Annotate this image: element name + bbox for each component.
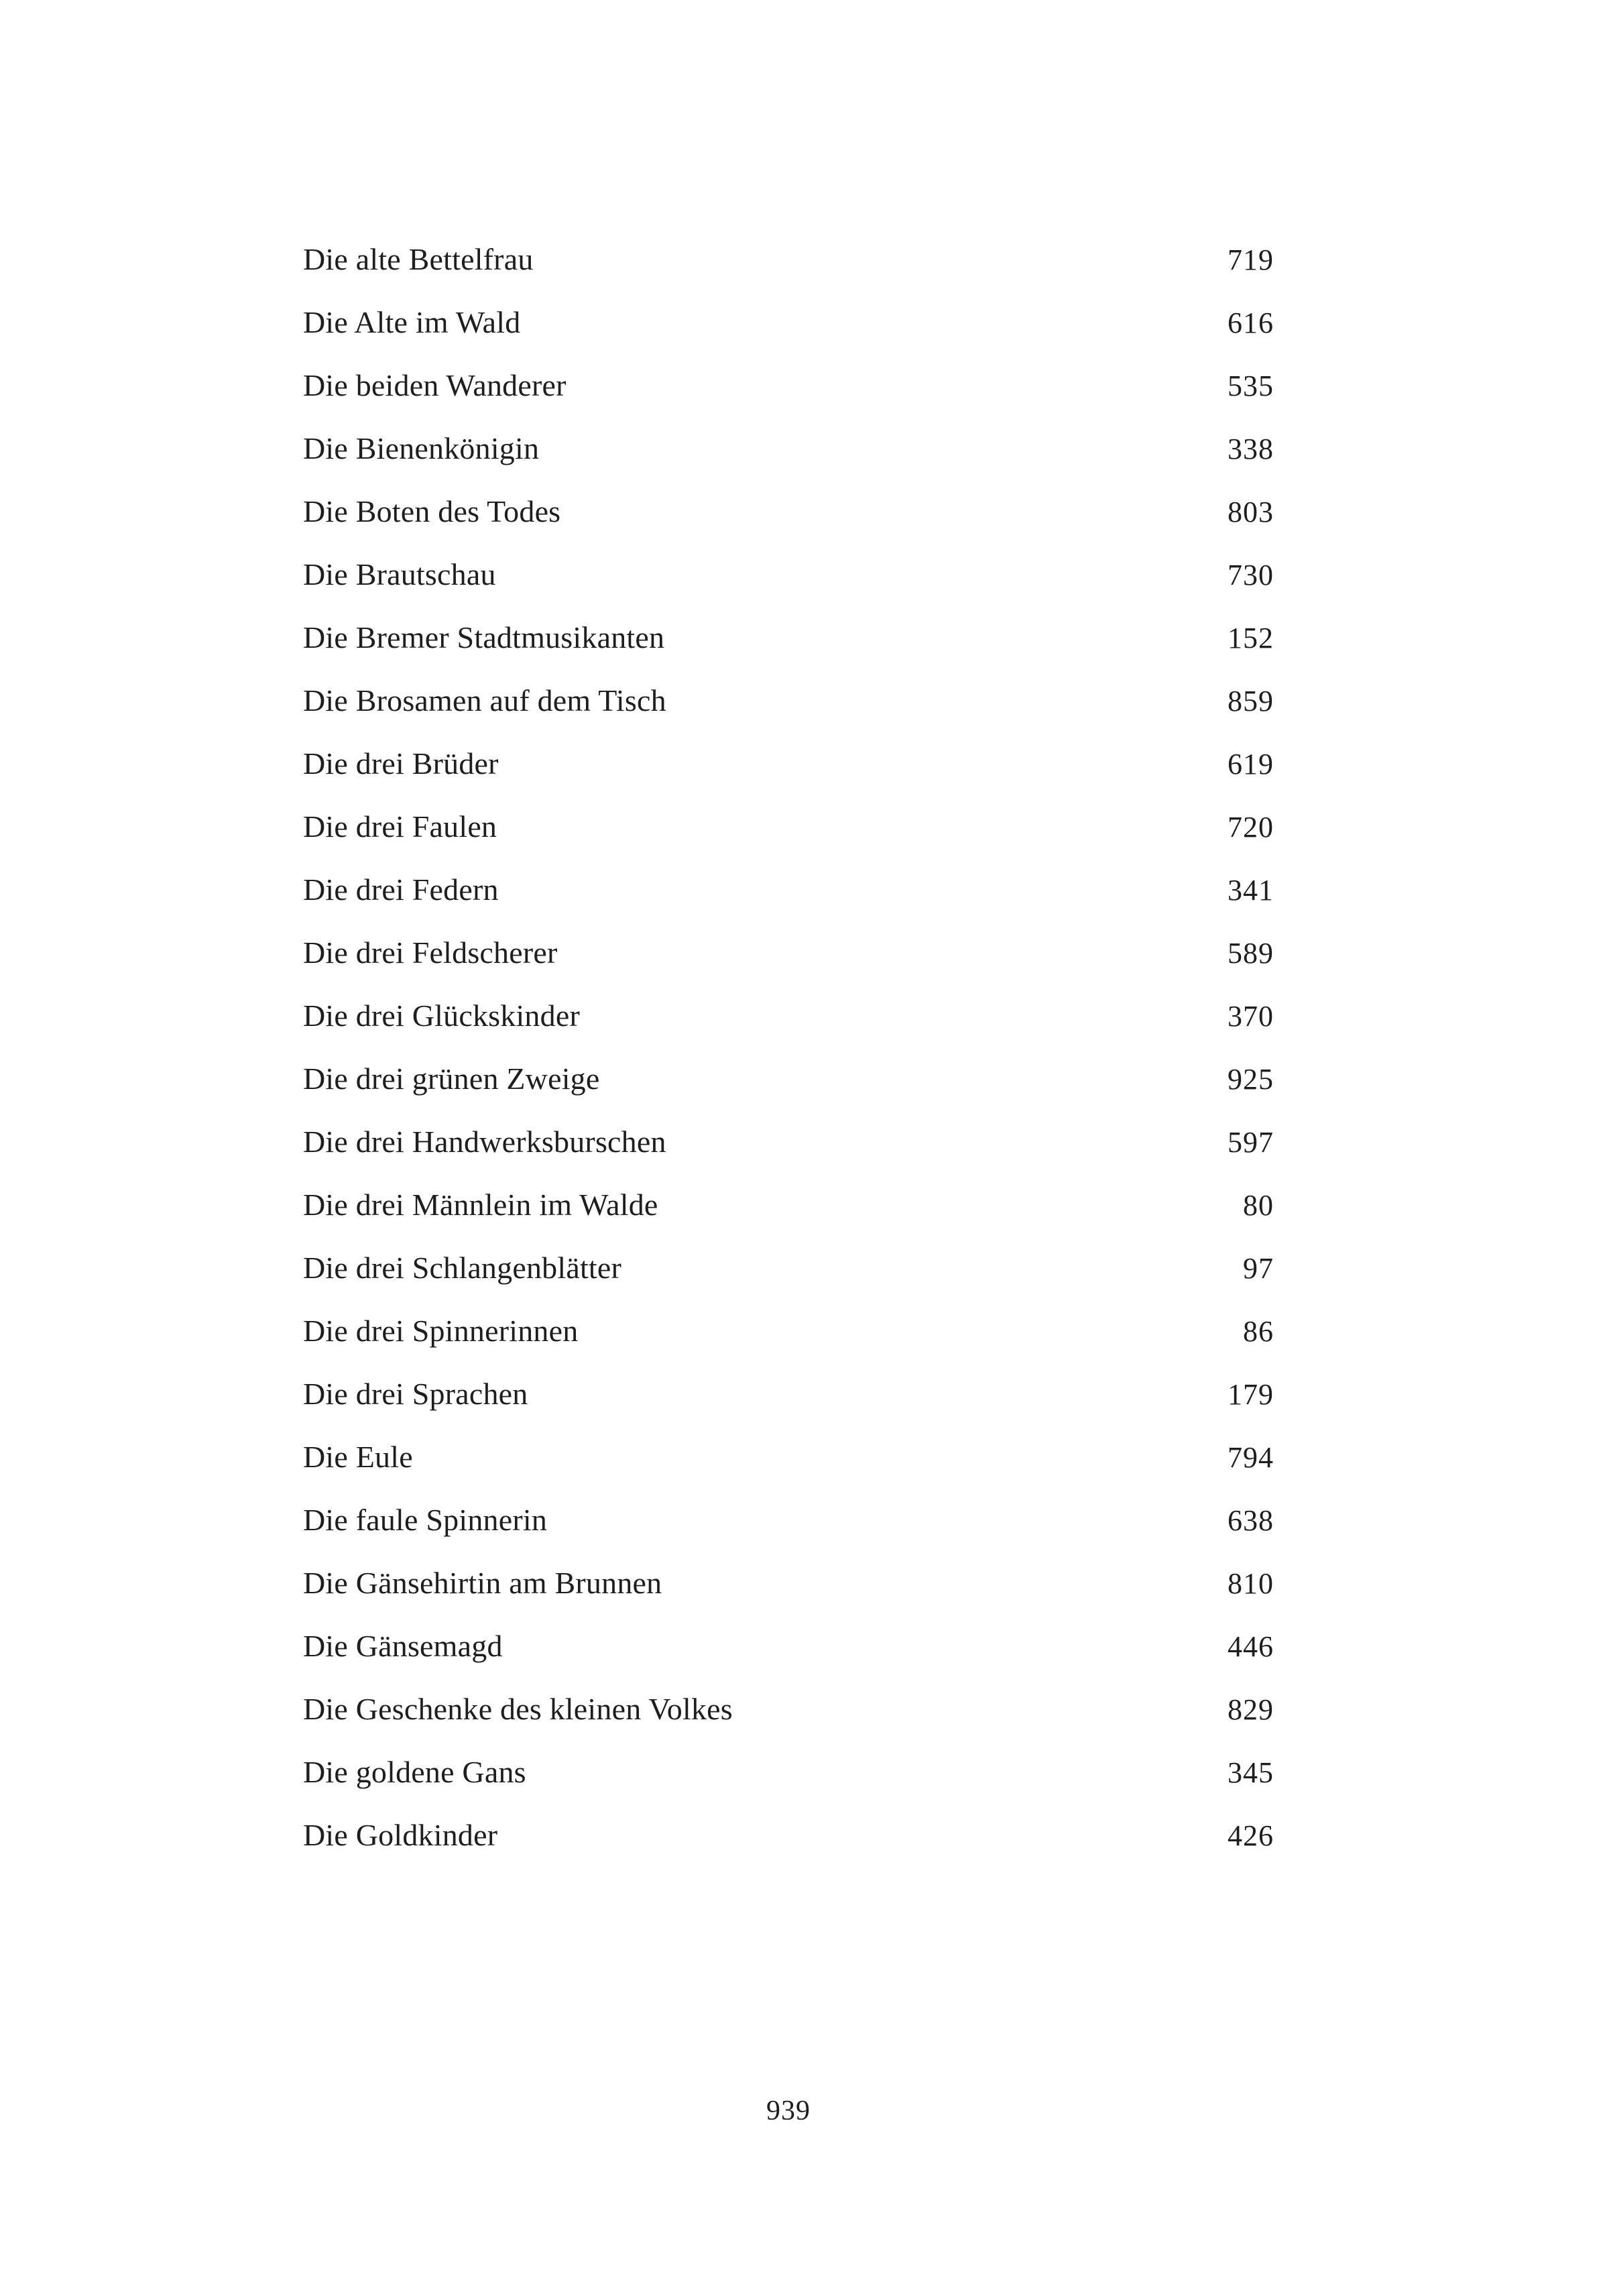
toc-entry <box>303 543 1274 606</box>
toc-entry-title: Die Boten des Todes <box>303 494 561 528</box>
toc-entry-title: Die Eule <box>303 1440 413 1474</box>
toc-entry-title: Die drei Handwerksburschen <box>303 1125 666 1159</box>
toc-entry-title: Die Goldkinder <box>303 1818 498 1852</box>
toc-entry-title: Die drei Männlein im Walde <box>303 1188 658 1222</box>
toc-entry-page: 426 <box>1228 1819 1274 1852</box>
toc-entry-page: 80 <box>1243 1189 1274 1222</box>
toc-entry-page: 794 <box>1228 1441 1274 1474</box>
toc-entry <box>303 732 1274 795</box>
toc-entry-title: Die Alte im Wald <box>303 305 521 339</box>
toc-entry-title: Die drei Glückskinder <box>303 998 580 1033</box>
toc-entry <box>303 1237 1274 1300</box>
toc-entry-page: 370 <box>1228 1000 1274 1033</box>
toc-entry-page: 829 <box>1228 1693 1274 1726</box>
toc-entry-page: 152 <box>1228 622 1274 654</box>
toc-entry-title: Die Gänsehirtin am Brunnen <box>303 1566 662 1600</box>
toc-entry-page: 446 <box>1228 1630 1274 1663</box>
toc-entry-title: Die Bremer Stadtmusikanten <box>303 620 665 654</box>
toc-entry <box>303 1047 1274 1110</box>
toc-entry-page: 597 <box>1228 1126 1274 1159</box>
toc-entry <box>303 1741 1274 1804</box>
toc-entry <box>303 1804 1274 1867</box>
toc-entry <box>303 228 1274 291</box>
toc-entry-title: Die drei grünen Zweige <box>303 1061 600 1096</box>
toc-entry-page: 619 <box>1228 748 1274 781</box>
toc-entry-title: Die drei Sprachen <box>303 1377 528 1411</box>
toc-entry-page: 341 <box>1228 874 1274 907</box>
toc-entry <box>303 1615 1274 1678</box>
toc-entry-title: Die Bienenkönigin <box>303 431 540 465</box>
toc-entry <box>303 1173 1274 1237</box>
toc-entry <box>303 1110 1274 1173</box>
toc-entry-page: 719 <box>1228 243 1274 276</box>
toc-entry <box>303 606 1274 669</box>
toc-entry-title: Die alte Bettelfrau <box>303 242 534 276</box>
toc-entry <box>303 291 1274 354</box>
toc-entry <box>303 1552 1274 1615</box>
toc-entry-page: 345 <box>1228 1756 1274 1789</box>
toc-entry-title: Die drei Brüder <box>303 746 499 781</box>
toc-entry-page: 720 <box>1228 811 1274 844</box>
toc-entry <box>303 669 1274 732</box>
toc-entry-page: 925 <box>1228 1063 1274 1096</box>
toc-entry-page: 97 <box>1243 1252 1274 1285</box>
toc-entry <box>303 417 1274 480</box>
toc-entry-page: 616 <box>1228 306 1274 339</box>
toc-entry-page: 589 <box>1228 937 1274 970</box>
toc-entry-page: 730 <box>1228 559 1274 591</box>
toc-entry <box>303 354 1274 417</box>
toc-entry-page: 859 <box>1228 685 1274 718</box>
toc-entry-title: Die goldene Gans <box>303 1755 526 1789</box>
toc-entry-page: 803 <box>1228 496 1274 528</box>
toc-entry <box>303 795 1274 858</box>
toc-entry-title: Die beiden Wanderer <box>303 368 567 402</box>
toc-entry-title: Die Gänsemagd <box>303 1629 503 1663</box>
toc-entry-page: 638 <box>1228 1504 1274 1537</box>
page-number: 939 <box>766 2096 811 2126</box>
toc-entry <box>303 1426 1274 1489</box>
toc-entry-title: Die Brautschau <box>303 557 496 591</box>
toc-list <box>303 228 1274 1867</box>
toc-entry <box>303 1363 1274 1426</box>
toc-entry-title: Die faule Spinnerin <box>303 1503 548 1537</box>
toc-entry-page: 86 <box>1243 1315 1274 1348</box>
toc-entry-title: Die Brosamen auf dem Tisch <box>303 683 666 718</box>
toc-entry <box>303 1489 1274 1552</box>
toc-entry <box>303 480 1274 543</box>
toc-entry-page: 810 <box>1228 1567 1274 1600</box>
toc-entry <box>303 984 1274 1047</box>
toc-entry <box>303 858 1274 921</box>
toc-entry-title: Die drei Schlangenblätter <box>303 1251 622 1285</box>
toc-entry-title: Die drei Feldscherer <box>303 935 558 970</box>
toc-entry-page: 338 <box>1228 433 1274 465</box>
toc-entry <box>303 921 1274 984</box>
toc-entry-title: Die drei Federn <box>303 872 499 907</box>
toc-entry-page: 179 <box>1228 1378 1274 1411</box>
toc-entry-title: Die drei Spinnerinnen <box>303 1314 579 1348</box>
toc-entry-page: 535 <box>1228 369 1274 402</box>
toc-entry <box>303 1300 1274 1363</box>
toc-entry-title: Die drei Faulen <box>303 809 497 844</box>
toc-entry <box>303 1678 1274 1741</box>
toc-entry-title: Die Geschenke des kleinen Volkes <box>303 1692 733 1726</box>
